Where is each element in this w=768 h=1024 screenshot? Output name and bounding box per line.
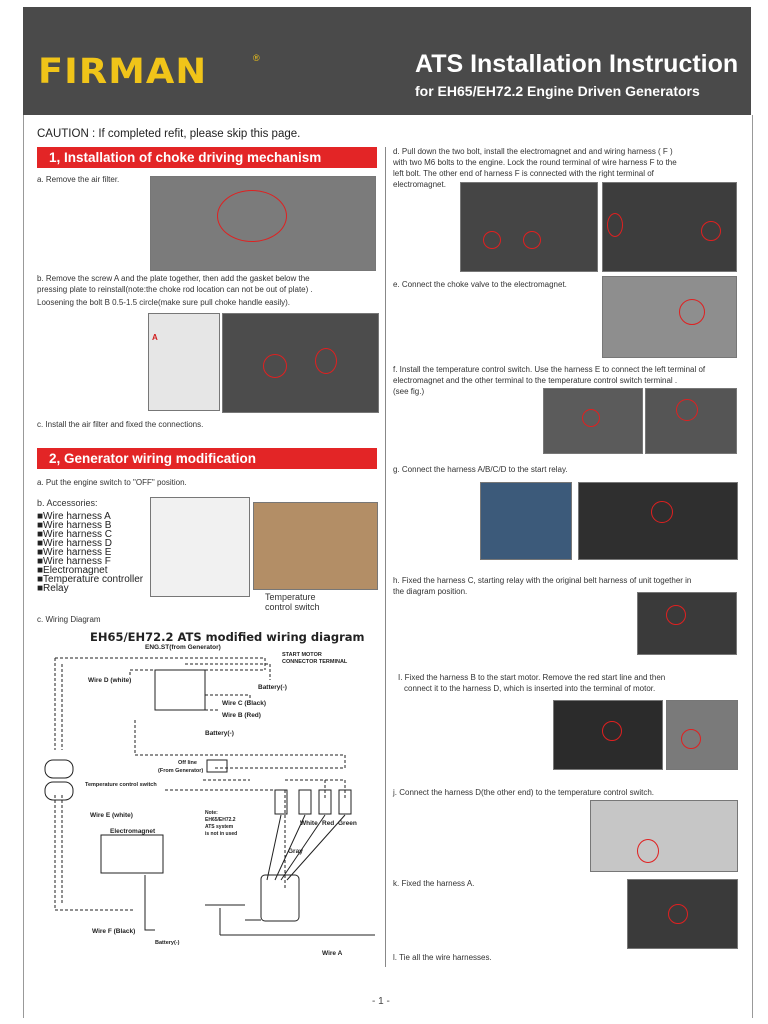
label-wire-f: Wire F (Black) [92, 928, 136, 935]
photo-choke-mechanism [222, 313, 379, 413]
label-electromagnet: Electromagnet [110, 828, 156, 835]
firman-logo: FIRMAN [38, 52, 208, 92]
photo-relay-controller [253, 502, 378, 590]
label-battery-neg: Battery(-) [258, 684, 287, 691]
photo-relay-connectors [480, 482, 572, 560]
highlight-circle [263, 354, 287, 378]
registered-mark: ® [253, 53, 260, 63]
label-wire-b: Wire B (Red) [222, 712, 261, 719]
step-h-line2: the diagram position. [393, 587, 468, 596]
label-red: Red [322, 820, 335, 827]
accessory-item: ■Wire harness E [37, 547, 112, 558]
photo-harness-a [627, 879, 738, 949]
photo-start-relay [578, 482, 738, 560]
section2-title: 2, Generator wiring modification [37, 448, 377, 469]
label-gray: Gray [288, 848, 303, 855]
step-i-line1: I. Fixed the harness B to the start motor. Remove the red start line and then [398, 673, 666, 682]
section1-step-b-line2: pressing plate to reinstall(note:the choke rod location can not be out of plate) . [37, 285, 313, 294]
label-green: Green [338, 820, 357, 827]
step-i-line2: connect it to the harness D, which is inserted into the terminal of motor. [404, 684, 656, 693]
section2-step-c: c. Wiring Diagram [37, 615, 101, 624]
highlight-circle [483, 231, 501, 249]
label-note-2: EH65/EH72.2 [205, 817, 236, 823]
section1-step-c: c. Install the air filter and fixed the connections. [37, 420, 204, 429]
page-subtitle: for EH65/EH72.2 Engine Driven Generators [415, 83, 700, 99]
step-f-line3: (see fig.) [393, 387, 425, 396]
photo-wire-harnesses [150, 497, 250, 597]
step-d-line1: d. Pull down the two bolt, install the electromagnet and and wiring harness ( F ) [393, 147, 673, 156]
photo-temp-switch-2 [645, 388, 737, 454]
photo-choke-valve [602, 276, 737, 358]
highlight-circle [681, 729, 701, 749]
photo-harness-f [602, 182, 737, 272]
highlight-circle [668, 904, 688, 924]
highlight-circle [602, 721, 622, 741]
label-from-generator: (From Generator) [158, 768, 204, 774]
highlight-circle [582, 409, 600, 427]
photo-temp-switch-1 [543, 388, 643, 454]
step-g: g. Connect the harness A/B/C/D to the start relay. [393, 465, 568, 474]
step-d-line2: with two M6 bolts to the engine. Lock the round terminal of wire harness F to the [393, 158, 677, 167]
section2-step-b: b. Accessories: [37, 498, 98, 508]
highlight-circle [315, 348, 337, 374]
label-wire-d: Wire D (white) [88, 677, 132, 684]
label-eng-st: ENG.ST(from Generator) [145, 644, 221, 651]
step-d-line3: left bolt. The other end of harness F is connected with the right terminal of [393, 169, 654, 178]
temp-switch-label-1: Temperature [265, 592, 316, 602]
step-f-line2: electromagnet and the other terminal to the temperature control switch terminal . [393, 376, 678, 385]
highlight-circle [679, 299, 705, 325]
section2-step-a: a. Put the engine switch to "OFF" position. [37, 478, 187, 487]
accessory-item: ■Temperature controller [37, 574, 144, 585]
wiring-diagram [35, 640, 380, 970]
label-white: White [300, 820, 318, 827]
highlight-circle [651, 501, 673, 523]
step-d-line4: electromagnet. [393, 180, 446, 189]
photo-electromagnet-bolts [460, 182, 598, 272]
section1-step-b-line1: b. Remove the screw A and the plate together, then add the gasket below the [37, 274, 310, 283]
label-temp-switch: Temperature control switch [85, 782, 157, 788]
photo-screw-plate [148, 313, 220, 411]
step-j: j. Connect the harness D(the other end) to the temperature control switch. [393, 788, 655, 797]
step-h-line1: h. Fixed the harness C, starting relay with the original belt harness of unit together in [393, 576, 692, 585]
highlight-circle [607, 213, 623, 237]
photo-harness-c-position [637, 592, 737, 655]
photo-start-motor-1 [553, 700, 663, 770]
accessory-item: ■Wire harness D [37, 538, 112, 549]
section1-title: 1, Installation of choke driving mechanism [37, 147, 377, 168]
label-a: A [152, 333, 158, 342]
highlight-circle [676, 399, 698, 421]
label-note-4: is not in used [205, 831, 238, 837]
label-wire-c: Wire C (Black) [222, 700, 267, 707]
section1-step-b-line3: Loosening the bolt B 0.5-1.5 circle(make sure pull choke handle easily). [37, 298, 291, 307]
photo-start-motor-2 [666, 700, 738, 770]
step-k: k. Fixed the harness A. [393, 879, 475, 888]
label-connector-terminal: CONNECTOR TERMINAL [282, 659, 348, 665]
section1-step-a: a. Remove the air filter. [37, 175, 120, 184]
label-start-motor: START MOTOR [282, 652, 322, 658]
photo-harness-d-temp-switch [590, 800, 738, 872]
highlight-circle [701, 221, 721, 241]
step-f-line1: f. Install the temperature control switch. Use the harness E to connect the left terminal of [393, 365, 706, 374]
label-note-1: Note: [205, 810, 218, 816]
step-e: e. Connect the choke valve to the electromagnet. [393, 280, 567, 289]
accessory-item: ■Wire harness B [37, 520, 112, 531]
page-number: - 1 - [372, 996, 390, 1007]
accessory-item: ■Wire harness A [37, 511, 111, 522]
highlight-circle [217, 190, 287, 242]
step-l: l. Tie all the wire harnesses. [393, 953, 492, 962]
accessory-item: ■Wire harness C [37, 529, 112, 540]
caution-note: CAUTION : If completed refit, please skip this page. [37, 128, 301, 140]
highlight-circle [637, 839, 659, 863]
diagram-title: EH65/EH72.2 ATS modified wiring diagram [90, 630, 365, 644]
column-divider [385, 147, 386, 967]
photo-air-filter [150, 176, 376, 271]
label-battery-neg2: Battery(-) [205, 730, 234, 737]
label-off-line: Off line [178, 760, 197, 766]
highlight-circle [666, 605, 686, 625]
label-battery-neg3: Battery(-) [155, 940, 180, 946]
accessory-item: ■Relay [37, 583, 69, 594]
highlight-circle [523, 231, 541, 249]
page-title: ATS Installation Instruction [415, 50, 739, 78]
label-wire-a: Wire A [322, 950, 343, 957]
accessory-item: ■Wire harness F [37, 556, 111, 567]
label-wire-e: Wire E (white) [90, 812, 133, 819]
accessory-item: ■Electromagnet [37, 565, 108, 576]
accessories-list [37, 512, 143, 593]
temp-switch-label-2: control switch [265, 602, 320, 612]
label-note-3: ATS system [205, 824, 234, 830]
